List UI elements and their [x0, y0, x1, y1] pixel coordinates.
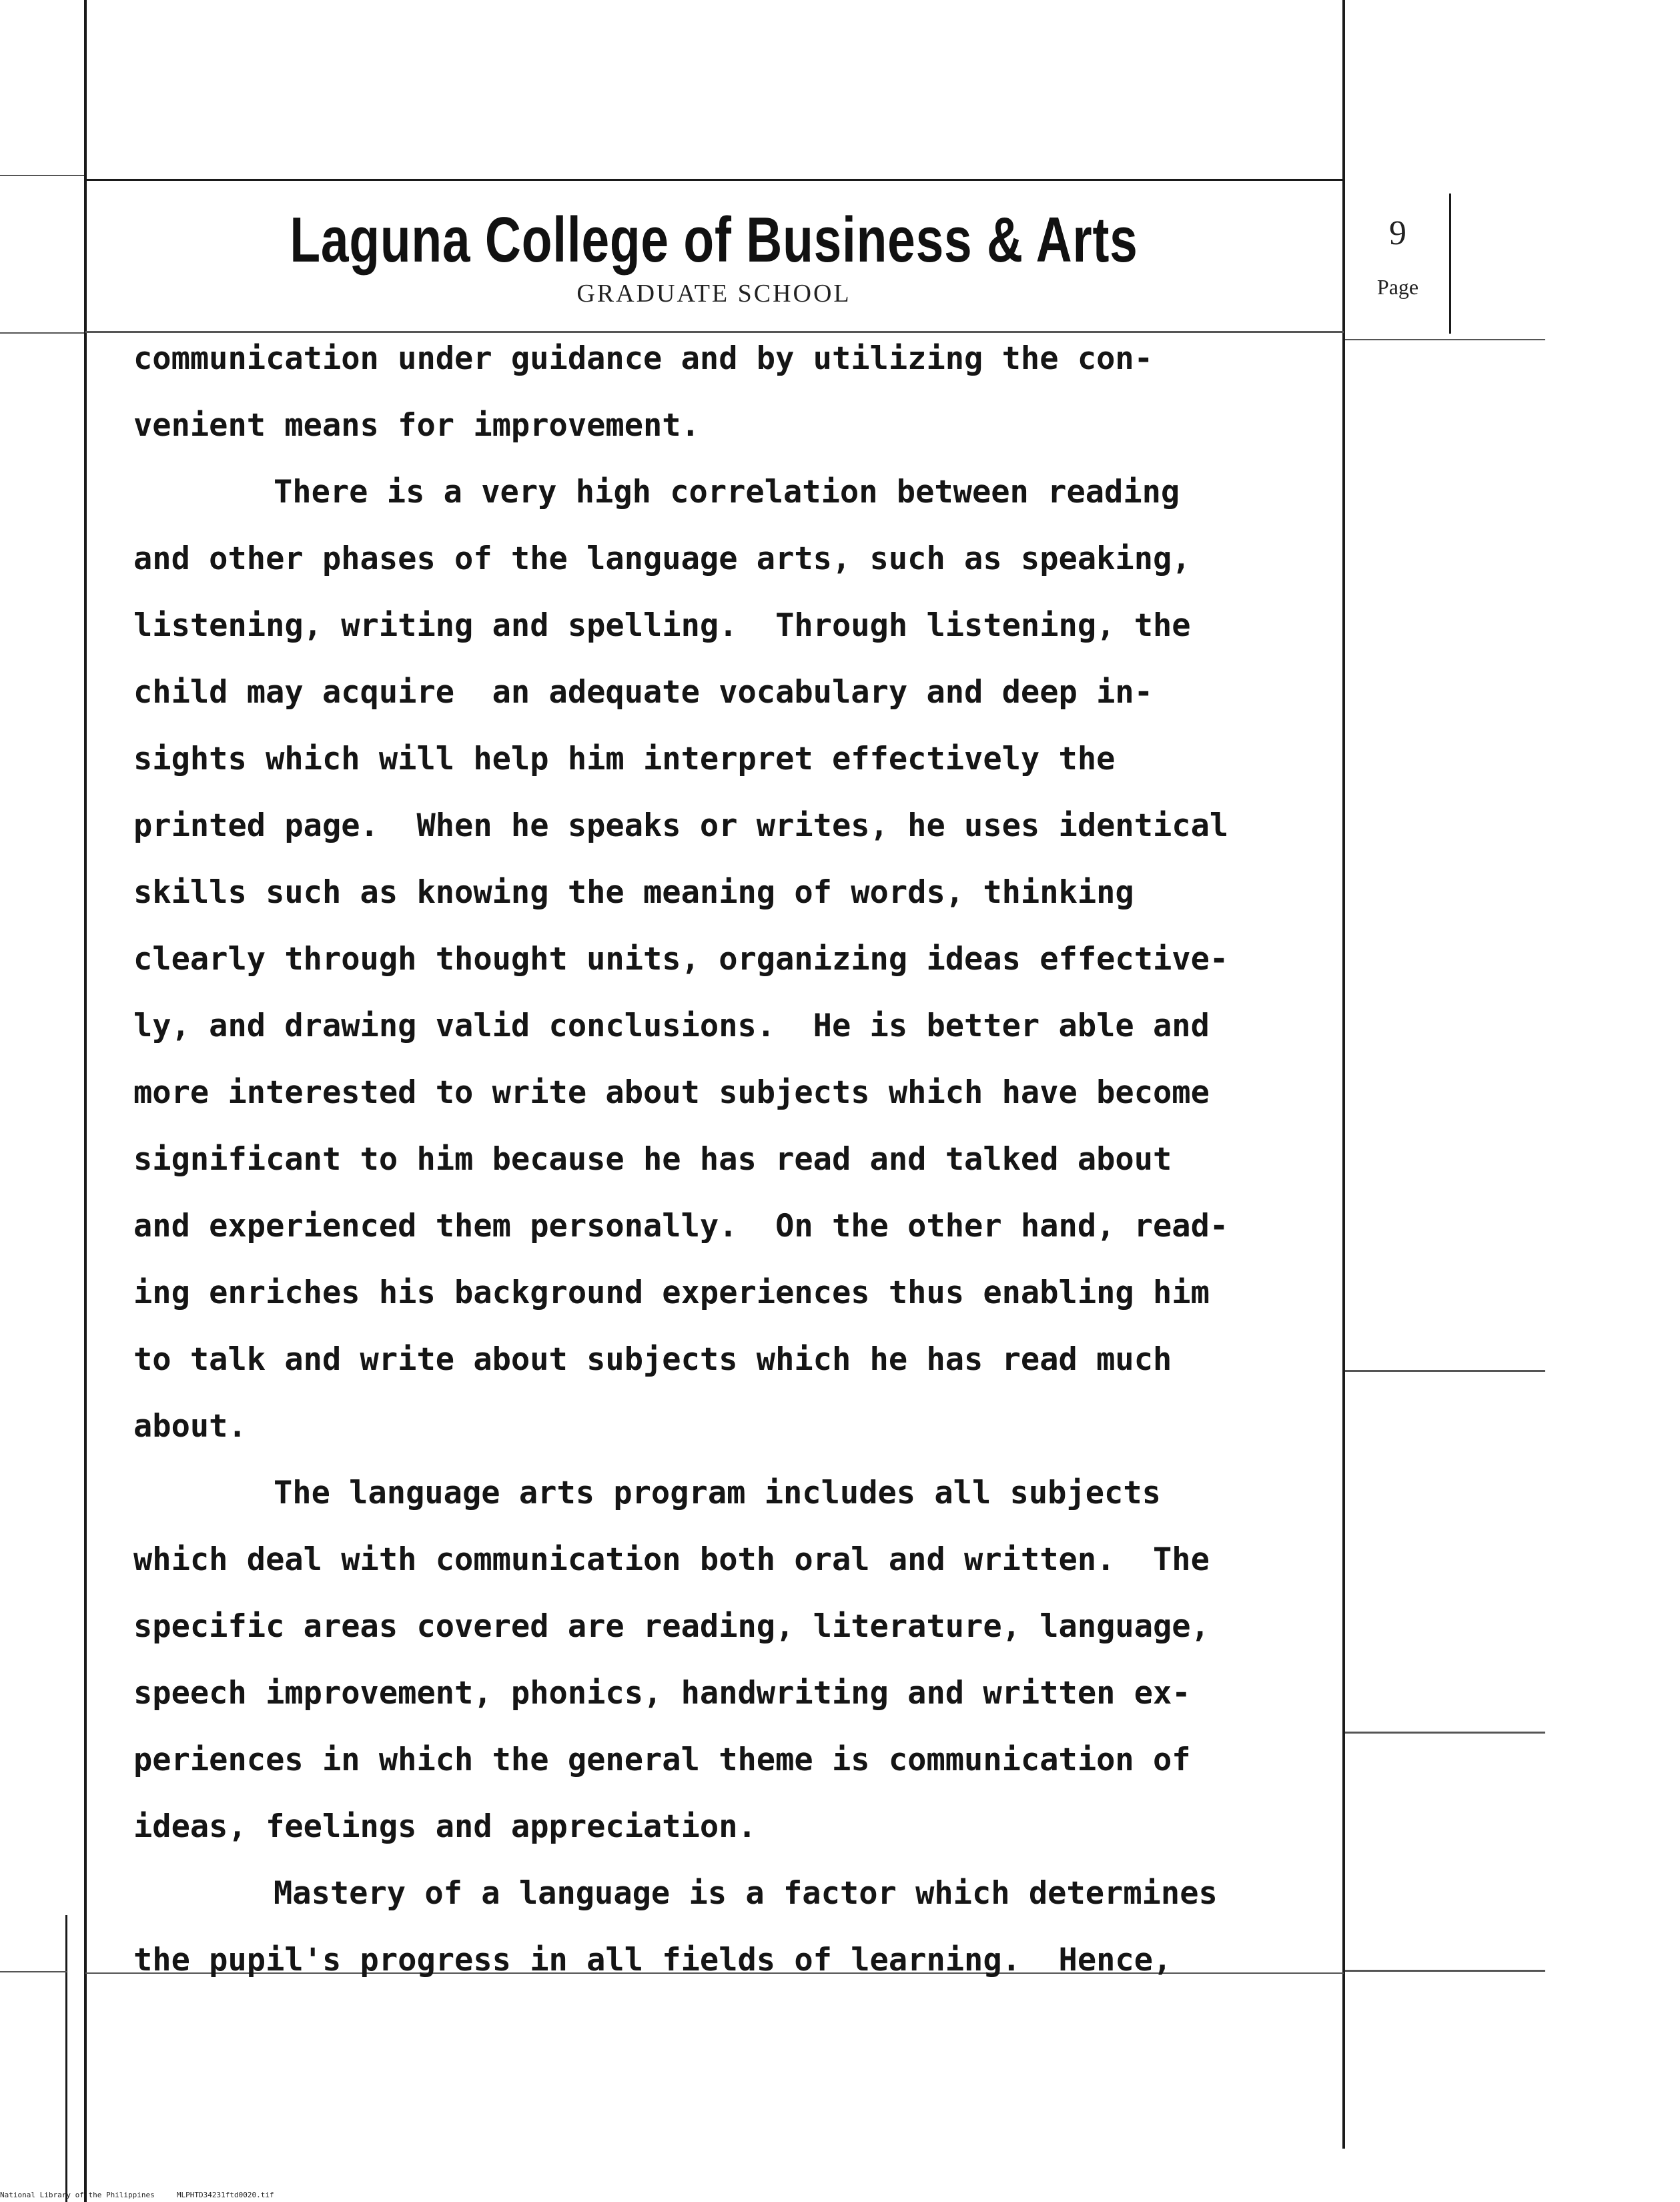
- text-line: skills such as knowing the meaning of words, thinking: [133, 874, 1134, 911]
- text-line: specific areas covered are reading, literature, language,: [133, 1608, 1210, 1645]
- header-top-rule: [85, 179, 1344, 181]
- right-mid-tick-1: [1345, 1370, 1545, 1372]
- text-line: sights which will help him interpret effectively the: [133, 741, 1116, 777]
- text-line: There is a very high correlation between reading: [274, 474, 1180, 510]
- text-line: which deal with communication both oral and written. The: [133, 1541, 1210, 1578]
- text-line: the pupil's progress in all fields of learning. Hence,: [133, 1942, 1172, 1978]
- text-line: significant to him because he has read and talked about: [133, 1141, 1172, 1178]
- page-label: Page: [1376, 275, 1419, 299]
- text-line: ly, and drawing valid conclusions. He is better able and: [133, 1008, 1210, 1044]
- text-line: periences in which the general theme is communication of: [133, 1742, 1191, 1778]
- text-line: to talk and write about subjects which he has read much: [133, 1341, 1172, 1378]
- page-box-right-rule: [1449, 194, 1451, 334]
- text-line: and other phases of the language arts, such as speaking,: [133, 540, 1191, 577]
- text-line: venient means for improvement.: [133, 407, 700, 444]
- left-header-tick: [0, 332, 84, 334]
- scan-footer: National Library of the Philippines MLPHTD34231ftd0020.tif: [0, 2191, 274, 2199]
- left-top-tick: [0, 175, 84, 176]
- text-line: and experienced them personally. On the other hand, read-: [133, 1208, 1229, 1244]
- school-subtitle: GRADUATE SCHOOL: [576, 280, 851, 308]
- text-line: clearly through thought units, organizing ideas effective-: [133, 941, 1229, 978]
- page-number: 9: [1389, 214, 1406, 252]
- text-line: child may acquire an adequate vocabulary and deep in-: [133, 674, 1154, 711]
- right-mid-tick-2: [1345, 1732, 1545, 1734]
- text-line: about.: [133, 1408, 247, 1445]
- text-line: communication under guidance and by utilizing the con-: [133, 340, 1154, 377]
- text-line: ing enriches his background experiences thus enabling him: [133, 1274, 1210, 1311]
- right-bottom-tick: [1345, 1970, 1545, 1972]
- right-header-tick: [1345, 339, 1545, 340]
- text-line: more interested to write about subjects which have become: [133, 1074, 1210, 1111]
- college-name: Laguna College of Business & Arts: [290, 204, 1138, 276]
- left-bottom-tick: [0, 1971, 67, 1972]
- text-line: The language arts program includes all subjects: [274, 1475, 1161, 1511]
- text-line: printed page. When he speaks or writes, he uses identical: [133, 807, 1229, 844]
- text-line: speech improvement, phonics, handwriting and written ex-: [133, 1675, 1191, 1712]
- text-line: listening, writing and spelling. Through listening, the: [133, 607, 1191, 644]
- outer-left-rule: [65, 1915, 67, 2202]
- document-body: [133, 326, 1354, 1994]
- text-line: Mastery of a language is a factor which determines: [274, 1875, 1218, 1912]
- text-line: ideas, feelings and appreciation.: [133, 1808, 757, 1845]
- left-margin-rule: [84, 0, 87, 2202]
